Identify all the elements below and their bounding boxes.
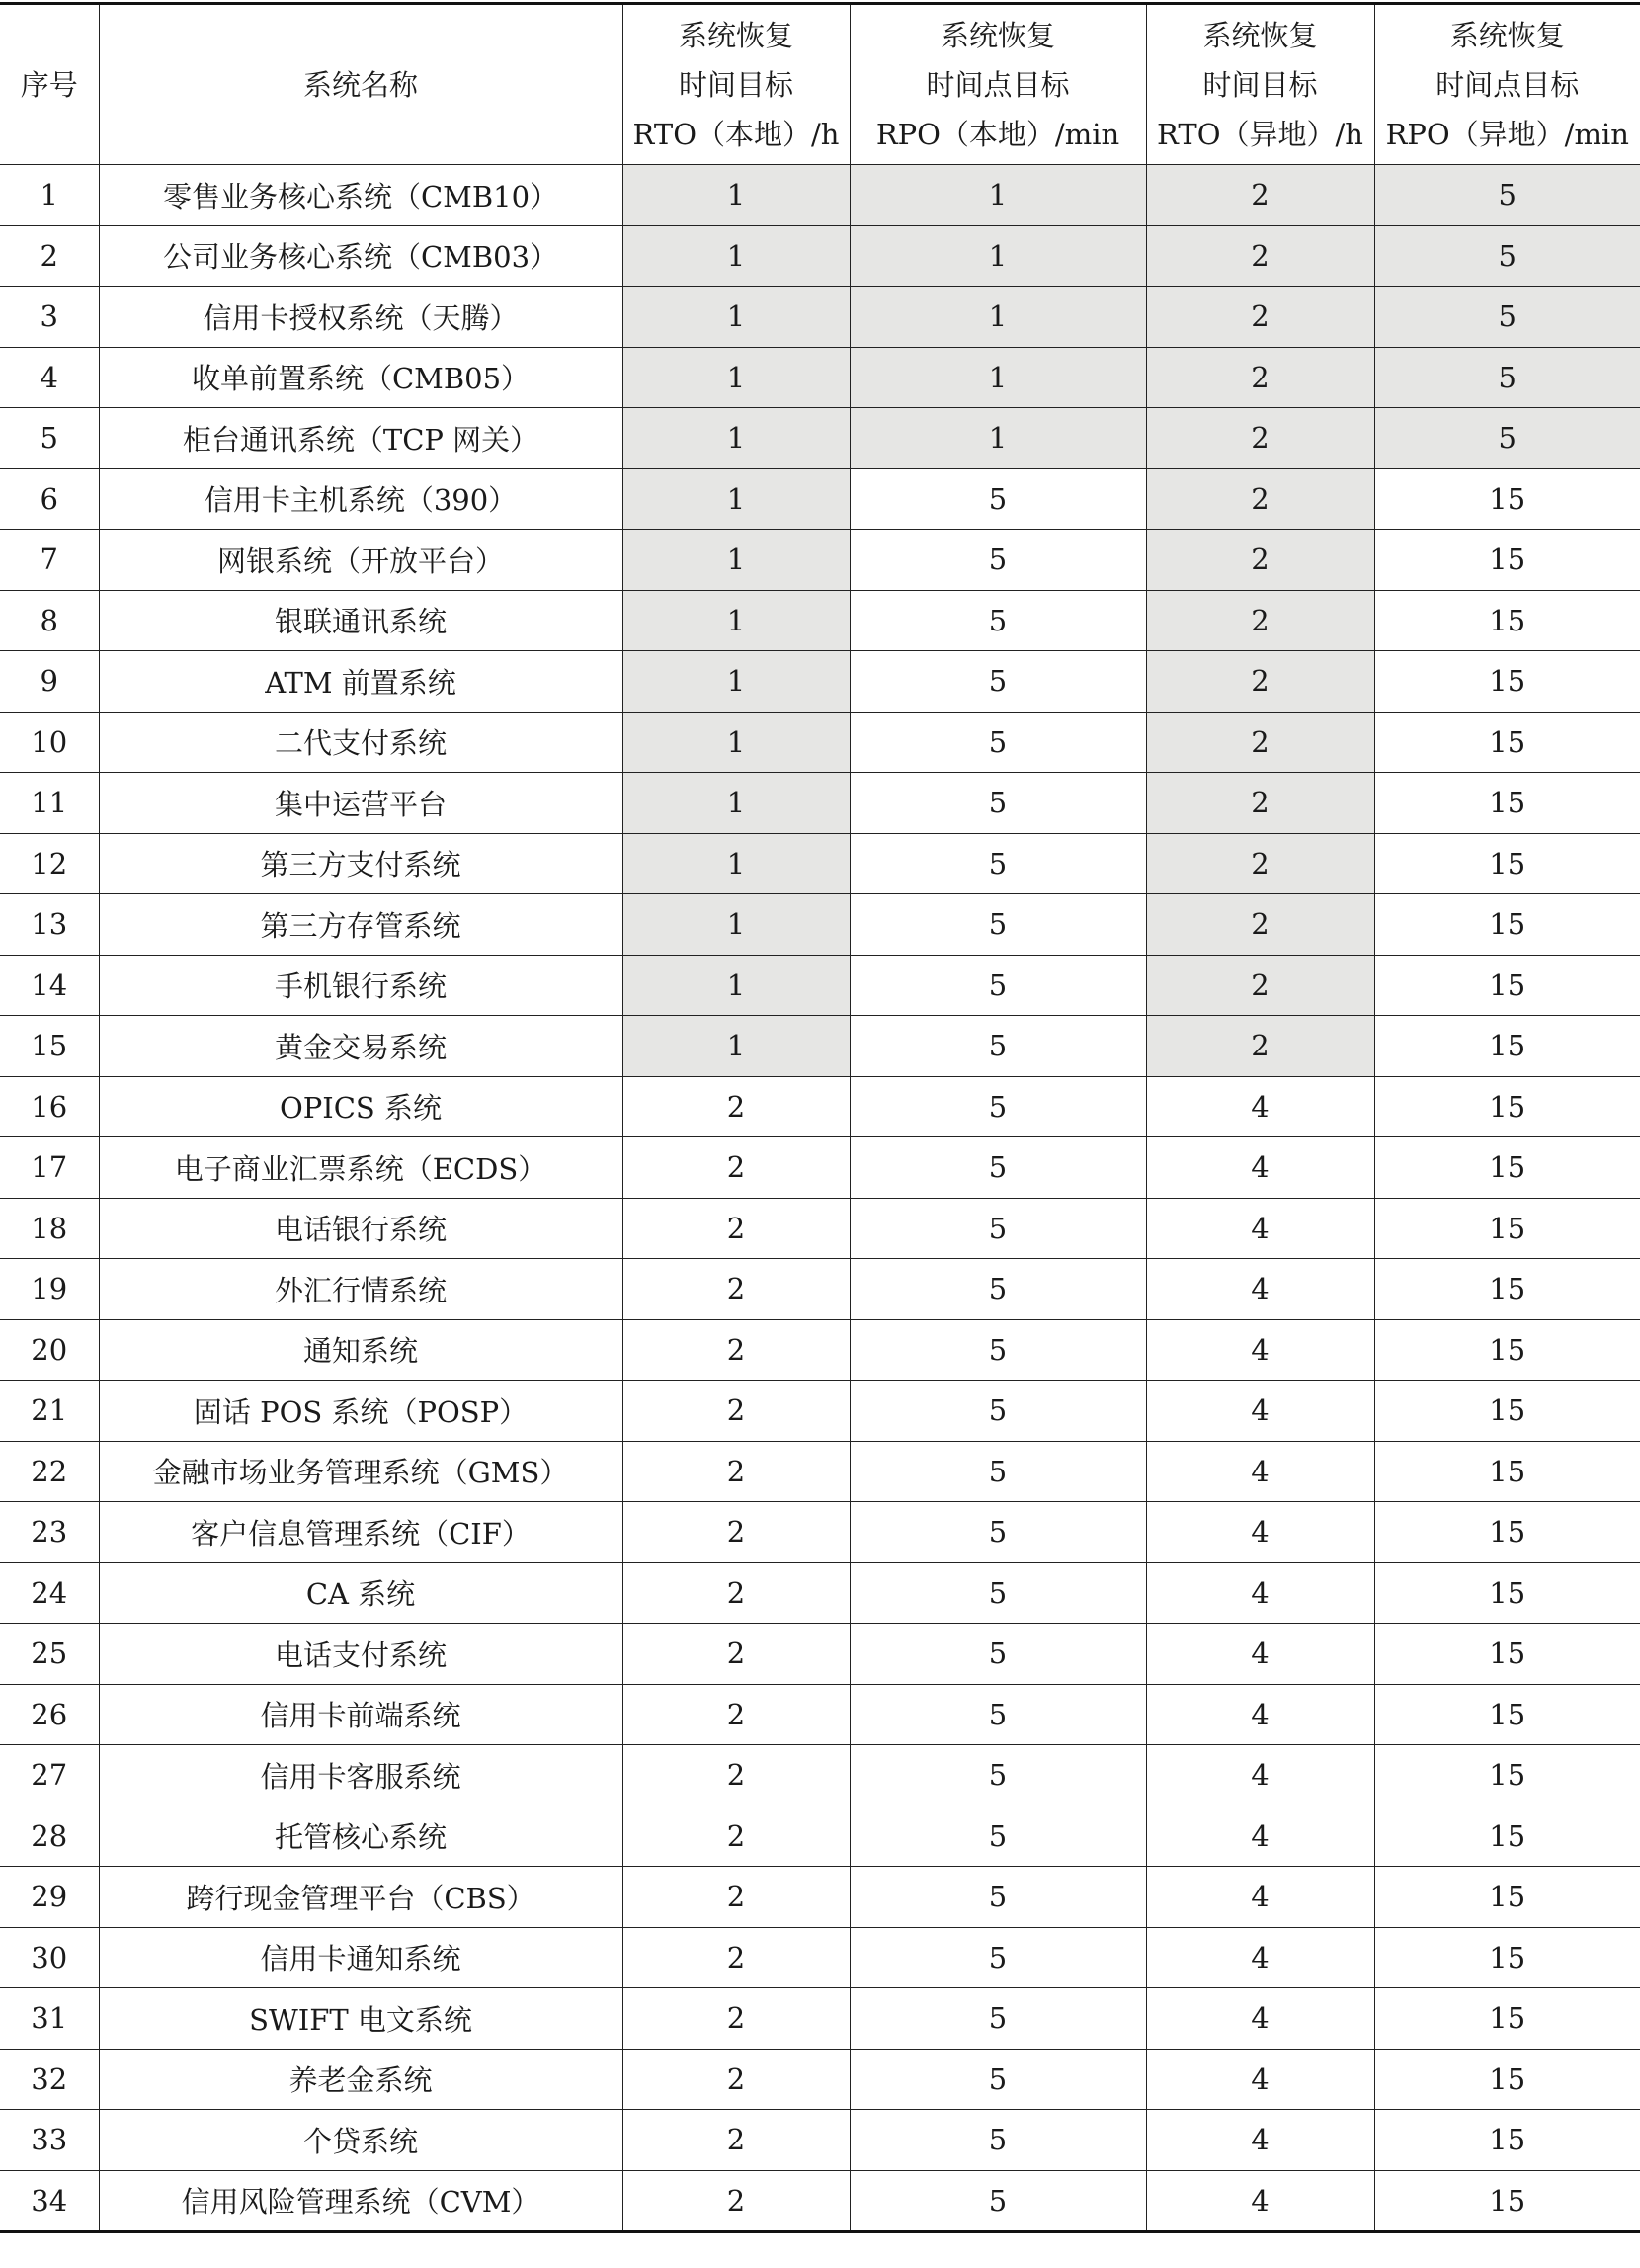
cell-rto-local: 2 [622,1745,850,1806]
cell-system-name: 个贷系统 [99,2110,622,2171]
cell-rto-local: 2 [622,1319,850,1381]
cell-rpo-local: 5 [850,1624,1146,1685]
cell-rto-local: 1 [622,955,850,1016]
table-row [0,2110,1640,2171]
cell-rpo-local: 5 [850,2049,1146,2110]
cell-rpo-local: 5 [850,1381,1146,1442]
cell-rto-remote: 2 [1146,287,1374,348]
cell-rto-local: 1 [622,408,850,469]
rto-rpo-table [0,2,1640,2233]
table-row [0,833,1640,894]
cell-rpo-local: 5 [850,468,1146,530]
cell-rto-remote: 4 [1146,2049,1374,2110]
cell-rpo-remote: 15 [1374,1319,1640,1381]
cell-system-name: 电话银行系统 [99,1198,622,1259]
cell-rto-remote: 4 [1146,1988,1374,2050]
cell-rto-local: 1 [622,894,850,956]
cell-system-name: 信用卡授权系统（天腾） [99,287,622,348]
cell-rto-remote: 4 [1146,1198,1374,1259]
cell-rto-remote: 2 [1146,225,1374,287]
cell-rpo-local: 5 [850,590,1146,651]
cell-rto-remote: 2 [1146,712,1374,773]
cell-rpo-local: 5 [850,1137,1146,1199]
cell-rpo-local: 5 [850,530,1146,591]
cell-rpo-local: 5 [850,1259,1146,1320]
cell-system-name: 收单前置系统（CMB05） [99,347,622,408]
cell-no: 31 [0,1988,99,2050]
cell-no: 13 [0,894,99,956]
cell-rpo-remote: 15 [1374,1076,1640,1137]
cell-rto-remote: 2 [1146,894,1374,956]
cell-no: 4 [0,347,99,408]
cell-rpo-local: 5 [850,1441,1146,1502]
header-rpo-remote: 系统恢复 时间点目标 RPO（异地）/min [1374,4,1640,165]
cell-rto-local: 2 [622,1076,850,1137]
cell-no: 8 [0,590,99,651]
cell-rto-local: 1 [622,225,850,287]
cell-system-name: 零售业务核心系统（CMB10） [99,165,622,226]
cell-system-name: 银联通讯系统 [99,590,622,651]
cell-rto-local: 2 [622,1441,850,1502]
table-row [0,955,1640,1016]
cell-system-name: 养老金系统 [99,2049,622,2110]
cell-no: 15 [0,1016,99,1077]
cell-rpo-remote: 15 [1374,1441,1640,1502]
cell-rto-remote: 2 [1146,468,1374,530]
table-row [0,1381,1640,1442]
cell-rpo-local: 5 [850,1745,1146,1806]
cell-rto-local: 1 [622,833,850,894]
cell-rto-remote: 2 [1146,408,1374,469]
cell-rto-local: 2 [622,1137,850,1199]
cell-rpo-local: 1 [850,165,1146,226]
cell-rto-remote: 4 [1146,1319,1374,1381]
cell-no: 12 [0,833,99,894]
cell-rpo-remote: 15 [1374,530,1640,591]
cell-rpo-remote: 15 [1374,1502,1640,1563]
cell-rpo-local: 5 [850,1319,1146,1381]
cell-no: 14 [0,955,99,1016]
table-body [0,165,1640,2232]
cell-rto-local: 2 [622,1684,850,1745]
cell-system-name: OPICS 系统 [99,1076,622,1137]
cell-rpo-local: 5 [850,1076,1146,1137]
header-no: 序号 [0,4,99,165]
header-rpo-local: 系统恢复 时间点目标 RPO（本地）/min [850,4,1146,165]
cell-rto-remote: 4 [1146,2170,1374,2232]
header-system-name: 系统名称 [99,4,622,165]
cell-rpo-remote: 15 [1374,590,1640,651]
cell-rpo-local: 5 [850,1502,1146,1563]
cell-rpo-remote: 5 [1374,347,1640,408]
cell-rto-local: 1 [622,773,850,834]
cell-no: 34 [0,2170,99,2232]
cell-rto-local: 1 [622,468,850,530]
cell-system-name: 固话 POS 系统（POSP） [99,1381,622,1442]
table-row [0,165,1640,226]
cell-system-name: 通知系统 [99,1319,622,1381]
cell-rpo-remote: 15 [1374,2049,1640,2110]
table-row [0,1441,1640,1502]
cell-rpo-local: 5 [850,773,1146,834]
cell-no: 7 [0,530,99,591]
cell-rto-local: 2 [622,1927,850,1988]
cell-system-name: SWIFT 电文系统 [99,1988,622,2050]
cell-rto-local: 2 [622,1806,850,1867]
cell-rto-local: 1 [622,530,850,591]
cell-rto-local: 2 [622,2049,850,2110]
cell-rpo-local: 5 [850,1562,1146,1624]
cell-rpo-local: 5 [850,1867,1146,1928]
cell-rpo-remote: 15 [1374,1806,1640,1867]
cell-rpo-remote: 15 [1374,1624,1640,1685]
cell-rto-local: 1 [622,712,850,773]
table-row [0,894,1640,956]
table-row [0,590,1640,651]
cell-rto-remote: 4 [1146,1562,1374,1624]
cell-rpo-remote: 15 [1374,2170,1640,2232]
table-row [0,1198,1640,1259]
cell-system-name: 托管核心系统 [99,1806,622,1867]
cell-rto-remote: 4 [1146,1076,1374,1137]
cell-system-name: 电子商业汇票系统（ECDS） [99,1137,622,1199]
cell-rto-remote: 2 [1146,347,1374,408]
cell-no: 10 [0,712,99,773]
cell-no: 18 [0,1198,99,1259]
cell-rpo-remote: 15 [1374,1016,1640,1077]
cell-rto-remote: 2 [1146,651,1374,713]
cell-no: 6 [0,468,99,530]
cell-rto-remote: 4 [1146,1137,1374,1199]
table-row [0,1684,1640,1745]
cell-rpo-local: 1 [850,347,1146,408]
cell-rto-remote: 2 [1146,833,1374,894]
table-row [0,1745,1640,1806]
cell-system-name: 柜台通讯系统（TCP 网关） [99,408,622,469]
cell-no: 1 [0,165,99,226]
cell-system-name: 第三方支付系统 [99,833,622,894]
table-row [0,1562,1640,1624]
table-row [0,1016,1640,1077]
table-row [0,530,1640,591]
cell-system-name: CA 系统 [99,1562,622,1624]
cell-rpo-remote: 15 [1374,1137,1640,1199]
cell-system-name: 第三方存管系统 [99,894,622,956]
cell-rpo-remote: 15 [1374,1562,1640,1624]
cell-system-name: 电话支付系统 [99,1624,622,1685]
table-row [0,1259,1640,1320]
cell-rto-remote: 4 [1146,1927,1374,1988]
table-row [0,287,1640,348]
cell-rpo-local: 1 [850,225,1146,287]
cell-system-name: 信用风险管理系统（CVM） [99,2170,622,2232]
cell-no: 27 [0,1745,99,1806]
cell-no: 17 [0,1137,99,1199]
cell-rto-local: 2 [622,1502,850,1563]
cell-rpo-local: 5 [850,833,1146,894]
table-row [0,712,1640,773]
cell-no: 29 [0,1867,99,1928]
cell-system-name: 客户信息管理系统（CIF） [99,1502,622,1563]
cell-system-name: 跨行现金管理平台（CBS） [99,1867,622,1928]
cell-rpo-remote: 15 [1374,833,1640,894]
cell-no: 2 [0,225,99,287]
cell-rto-remote: 4 [1146,1867,1374,1928]
cell-rto-remote: 4 [1146,2110,1374,2171]
cell-rto-remote: 2 [1146,165,1374,226]
cell-no: 24 [0,1562,99,1624]
table-row [0,1867,1640,1928]
cell-system-name: 手机银行系统 [99,955,622,1016]
cell-rpo-remote: 15 [1374,2110,1640,2171]
header-rto-remote: 系统恢复 时间目标 RTO（异地）/h [1146,4,1374,165]
cell-rto-remote: 4 [1146,1624,1374,1685]
table-row [0,468,1640,530]
cell-rpo-remote: 15 [1374,1684,1640,1745]
cell-system-name: 外汇行情系统 [99,1259,622,1320]
cell-rto-local: 2 [622,1259,850,1320]
cell-rto-local: 1 [622,347,850,408]
cell-rpo-local: 1 [850,287,1146,348]
cell-rpo-remote: 15 [1374,712,1640,773]
cell-rto-remote: 2 [1146,955,1374,1016]
cell-no: 20 [0,1319,99,1381]
cell-rto-local: 2 [622,1988,850,2050]
cell-rpo-remote: 15 [1374,1988,1640,2050]
cell-system-name: 金融市场业务管理系统（GMS） [99,1441,622,1502]
cell-rto-remote: 4 [1146,1381,1374,1442]
cell-rto-remote: 4 [1146,1684,1374,1745]
cell-no: 9 [0,651,99,713]
table-row [0,1076,1640,1137]
table-row [0,2170,1640,2232]
cell-rto-local: 1 [622,287,850,348]
cell-rto-local: 1 [622,165,850,226]
cell-system-name: 信用卡前端系统 [99,1684,622,1745]
header-rto-local: 系统恢复 时间目标 RTO（本地）/h [622,4,850,165]
cell-rto-remote: 2 [1146,1016,1374,1077]
table-row [0,1806,1640,1867]
cell-rto-remote: 4 [1146,1806,1374,1867]
cell-system-name: 网银系统（开放平台） [99,530,622,591]
table-row [0,1624,1640,1685]
cell-rpo-remote: 15 [1374,1198,1640,1259]
cell-no: 32 [0,2049,99,2110]
cell-no: 21 [0,1381,99,1442]
cell-rto-remote: 4 [1146,1502,1374,1563]
cell-rto-remote: 2 [1146,773,1374,834]
cell-no: 11 [0,773,99,834]
cell-no: 30 [0,1927,99,1988]
cell-rpo-remote: 15 [1374,1867,1640,1928]
table-row [0,1927,1640,1988]
cell-rto-remote: 2 [1146,530,1374,591]
table-row [0,651,1640,713]
cell-rto-local: 2 [622,2170,850,2232]
cell-rpo-remote: 5 [1374,165,1640,226]
cell-rpo-remote: 15 [1374,468,1640,530]
cell-rpo-local: 5 [850,1927,1146,1988]
cell-rpo-remote: 15 [1374,651,1640,713]
cell-rpo-local: 5 [850,955,1146,1016]
cell-rto-local: 1 [622,651,850,713]
cell-rpo-local: 5 [850,651,1146,713]
cell-rpo-remote: 15 [1374,955,1640,1016]
cell-system-name: 信用卡通知系统 [99,1927,622,1988]
cell-rto-local: 2 [622,2110,850,2171]
cell-no: 16 [0,1076,99,1137]
table-row [0,1988,1640,2050]
cell-rpo-local: 5 [850,1198,1146,1259]
cell-rpo-remote: 5 [1374,287,1640,348]
table-row [0,347,1640,408]
table-row [0,1319,1640,1381]
cell-rpo-local: 5 [850,1016,1146,1077]
cell-no: 5 [0,408,99,469]
cell-rto-remote: 4 [1146,1745,1374,1806]
cell-rpo-remote: 15 [1374,1259,1640,1320]
cell-no: 22 [0,1441,99,1502]
cell-system-name: 信用卡主机系统（390） [99,468,622,530]
cell-system-name: 公司业务核心系统（CMB03） [99,225,622,287]
cell-no: 3 [0,287,99,348]
cell-rpo-remote: 15 [1374,1745,1640,1806]
cell-rto-local: 2 [622,1198,850,1259]
cell-rpo-remote: 15 [1374,1927,1640,1988]
cell-system-name: 信用卡客服系统 [99,1745,622,1806]
cell-rpo-local: 5 [850,1684,1146,1745]
table-row [0,2049,1640,2110]
cell-rpo-remote: 15 [1374,773,1640,834]
cell-rto-local: 2 [622,1624,850,1685]
cell-rto-remote: 4 [1146,1259,1374,1320]
cell-system-name: 黄金交易系统 [99,1016,622,1077]
cell-rpo-remote: 15 [1374,1381,1640,1442]
table-row [0,408,1640,469]
table-row [0,1137,1640,1199]
cell-rpo-local: 5 [850,1806,1146,1867]
cell-no: 25 [0,1624,99,1685]
cell-no: 33 [0,2110,99,2171]
cell-rpo-local: 1 [850,408,1146,469]
cell-system-name: ATM 前置系统 [99,651,622,713]
cell-rto-local: 2 [622,1381,850,1442]
cell-no: 26 [0,1684,99,1745]
table-row [0,773,1640,834]
cell-rto-remote: 4 [1146,1441,1374,1502]
cell-no: 28 [0,1806,99,1867]
cell-rto-local: 2 [622,1562,850,1624]
header-row [0,4,1640,165]
table-row [0,225,1640,287]
cell-rpo-local: 5 [850,2170,1146,2232]
cell-rto-local: 2 [622,1867,850,1928]
cell-rpo-remote: 5 [1374,408,1640,469]
cell-rpo-remote: 5 [1374,225,1640,287]
cell-system-name: 二代支付系统 [99,712,622,773]
cell-rpo-local: 5 [850,1988,1146,2050]
cell-rpo-local: 5 [850,894,1146,956]
cell-no: 23 [0,1502,99,1563]
cell-rto-remote: 2 [1146,590,1374,651]
cell-rto-local: 1 [622,1016,850,1077]
cell-no: 19 [0,1259,99,1320]
cell-system-name: 集中运营平台 [99,773,622,834]
cell-rpo-local: 5 [850,2110,1146,2171]
cell-rto-local: 1 [622,590,850,651]
cell-rpo-remote: 15 [1374,894,1640,956]
table-row [0,1502,1640,1563]
cell-rpo-local: 5 [850,712,1146,773]
